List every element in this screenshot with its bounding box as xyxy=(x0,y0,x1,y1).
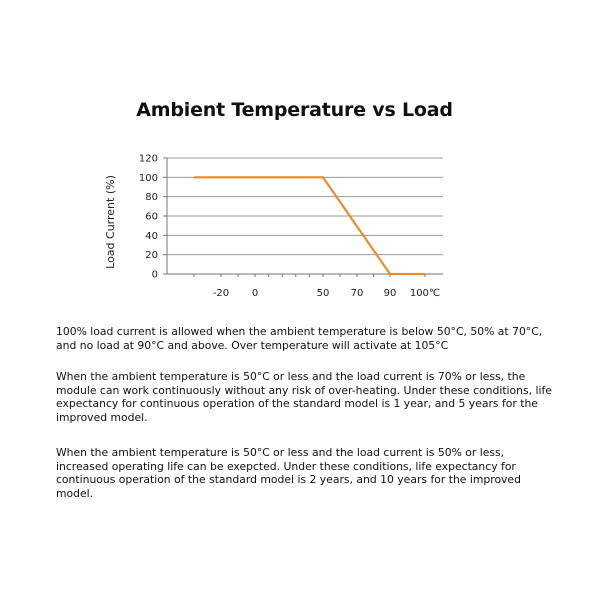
x-tick-label-70: 70 xyxy=(350,288,364,299)
x-tick-label--20: -20 xyxy=(212,288,230,299)
paragraph-1: 100% load current is allowed when the ambient temperature is below 50°C, 50% at 70°C, and no load at 90°C and above. Over temperature will activate at 105°C xyxy=(56,325,543,352)
y-tick-label-100: 100 xyxy=(138,172,158,184)
x-tick-label-50: 50 xyxy=(316,288,330,299)
y-axis-label: Load Current (%) xyxy=(104,175,117,269)
series-lines xyxy=(194,177,425,274)
paragraph-3: When the ambient temperature is 50°C or less and the load current is 50% or less, increased operating life can be exepcted. Under these conditions, life expectancy for continuous operation of the standard model is 2 years, and 10 years for the improved model. xyxy=(56,446,521,500)
y-tick-label-60: 60 xyxy=(145,211,158,223)
paragraph-2: When the ambient temperature is 50°C or less and the load current is 70% or less, the module can work continuously without any risk of over-heating. Under these conditions, life expectancy for continuous operation of the standard model is 1 year, and 5 years for the improved model. xyxy=(56,370,552,424)
y-tick-label-20: 20 xyxy=(145,250,158,262)
tick-labels xyxy=(139,154,440,300)
y-tick-label-80: 80 xyxy=(145,192,158,204)
chart-title: Ambient Temperature vs Load xyxy=(136,99,453,121)
grid-lines xyxy=(167,158,443,255)
x-tick-label-90: 90 xyxy=(383,288,397,299)
series-line-0 xyxy=(194,177,425,274)
y-tick-label-40: 40 xyxy=(145,230,158,242)
axes xyxy=(163,158,443,277)
y-tick-label-120: 120 xyxy=(138,153,158,165)
x-tick-label-0: 0 xyxy=(251,288,259,299)
x-tick-label-100: 100℃ xyxy=(409,288,441,299)
y-tick-label-0: 0 xyxy=(151,269,158,281)
